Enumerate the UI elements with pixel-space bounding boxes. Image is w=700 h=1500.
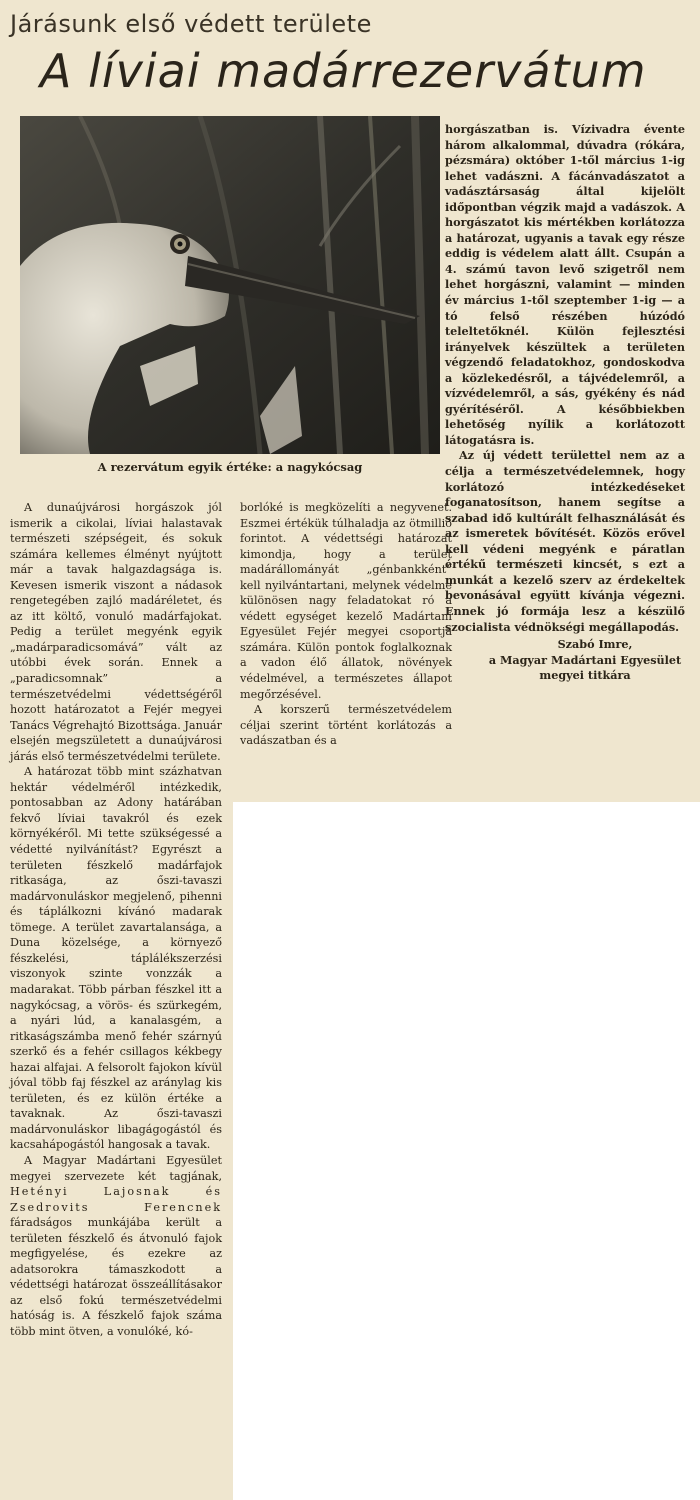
headline: A líviai madárrezervátum [40,44,647,98]
article-column-2 [240,500,452,749]
author-name: Szabó Imre, [557,637,633,652]
kicker-title: Járásunk első védett területe [10,10,372,38]
egret-illustration [20,116,440,454]
paragraph [10,1153,222,1340]
paragraph: A határozat több mint százhatvan hektár védelméről intézkedik, pontosabban az Adony határában fekvő líviai tavakról és ezek környékéről. Mi tette szükségessé a védetté nyilvánítást? Egyrészt a területen fészkelő madárfajok ritkasága, az őszi-tavaszi madárvonuláskor megjelenő, pihenni és táplálkozni kívánó madarak tömege. A terület zavartalansága, a Duna közelsége, a környező fészkelési, táplálékszerzési viszonyok szinte vonzzák a madarakat. Több párban fészkel itt a nagykócsag, a vörös- és szürkegém, a nyári lúd, a kanalasgém, a ritkaságszámba menő fehér szárnyú szerkő és a fehér csillagos kékbegy hazai alfajai. A felsorolt fajokon kívül jóval több faj fészkel az aránylag kis területen, és ez külön értéke a tavaknak. Az őszi-tavaszi madárvonuláskor libagágogástól és kacsahápogástól hangosak a tavak. [10,765,222,1152]
article-column-1 [10,500,222,1340]
paragraph: Az új védett területtel nem az a célja a természetvédelemnek, hogy korlátozó intézkedéseket foganatosítson, hanem segítse a szabad idő kultúrált felhasználását és az ismeretek bővítését. Közös erővel kell védeni megyénk e páratlan értékű természeti kincsét, s ezt a munkát a kezelő szerv az érdekeltek bevonásával együtt kívánja végezni. Ennek jó formája lesz a készülő szocialista védnökségi megállapodás. [445,448,685,634]
member-names: Hetényi Lajosnak és Zsedrovits Ferencnek [10,1185,222,1214]
paragraph: borlóké is megközelíti a negyvenet. Eszmei értékük túlhaladja az ötmillió forintot. A védettségi határozat kimondja, hogy a terület madárállományát „génbankként” kell nyilvántartani, melynek védelme különösen nagy feladatokat ró a védett egységet kezelő Madártani Egyesület Fejér megyei csoportja számára. Külön pontok foglalkoznak a vadon élő állatok, növények védelmével, a természetes állapot megőrzésével. [240,501,452,701]
paragraph: A korszerű természetvédelem céljai szerint történt korlátozás a vadászatban és a [240,703,452,748]
egret-photo [20,116,440,454]
text-run: fáradságos munkájába került a területen fészkelő és átvonuló fajok megfigyelése, és ezekre az adatsorokra támaszkodott a védettségi határozat összeállításakor az első fokú természetvédelmi hatóság is. A fészkelő fajok száma több mint ötven, a vonulóké, kó- [10,1216,222,1338]
signature-block [445,637,685,684]
paragraph: A dunaújvárosi horgászok jól ismerik a cikolai, líviai halastavak természeti szépségeit, és sokuk számára kellemes élményt nyújtott már a tavak halgazdagsága is. Kevesen ismerik viszont a nádasok rengetegében zajló madáréletet, és az itt költő, vonuló madárfajokat. Pedig a terület megyénk egyik „madárparadicsomává” vált az utóbbi évek során. Ennek a „paradicsomnak” a természetvédelmi védettségéről hozott határozatot a Fejér megyei Tanács Végrehajtó Bizottsága. Január elsején megszületett a dunaújvárosi járás első természetvédelmi területe. [10,501,222,763]
paragraph: horgászatban is. Vízivadra évente három alkalommal, dúvadra (rókára, pézsmára) október 1-től március 1-ig lehet vadászni. A fácánvadászatot a vadásztársaság által kijelölt időpontban végzik majd a vadászok. A horgászatot kis mértékben korlátozza a határozat, ugyanis a tavak egy része eddig is védelem alatt állt. Csupán a 4. számú tavon levő szigetről nem lehet horgászni, valamint — minden év március 1-től szeptember 1-ig — a tó felső részében húzódó teleltetőknél. Külön fejlesztési irányelvek készültek a területen végzendő feladatokhoz, gondoskodva a közlekedésről, a tájvédelemről, a vízvédelemről, a sás, gyékény és nád gyérítéséről. A későbbiekben lehetőség nyílik a korlátozott látogatásra is. [445,122,685,447]
article-column-3 [445,122,685,684]
text-run: A Magyar Madártani Egyesület megyei szervezete két tagjának, [10,1153,222,1183]
author-organization: a Magyar Madártani Egyesület [488,652,682,667]
blank-area [233,802,700,1500]
photo-caption: A rezervátum egyik értéke: a nagykócsag [97,460,363,474]
author-role: megyei titkára [539,668,631,683]
